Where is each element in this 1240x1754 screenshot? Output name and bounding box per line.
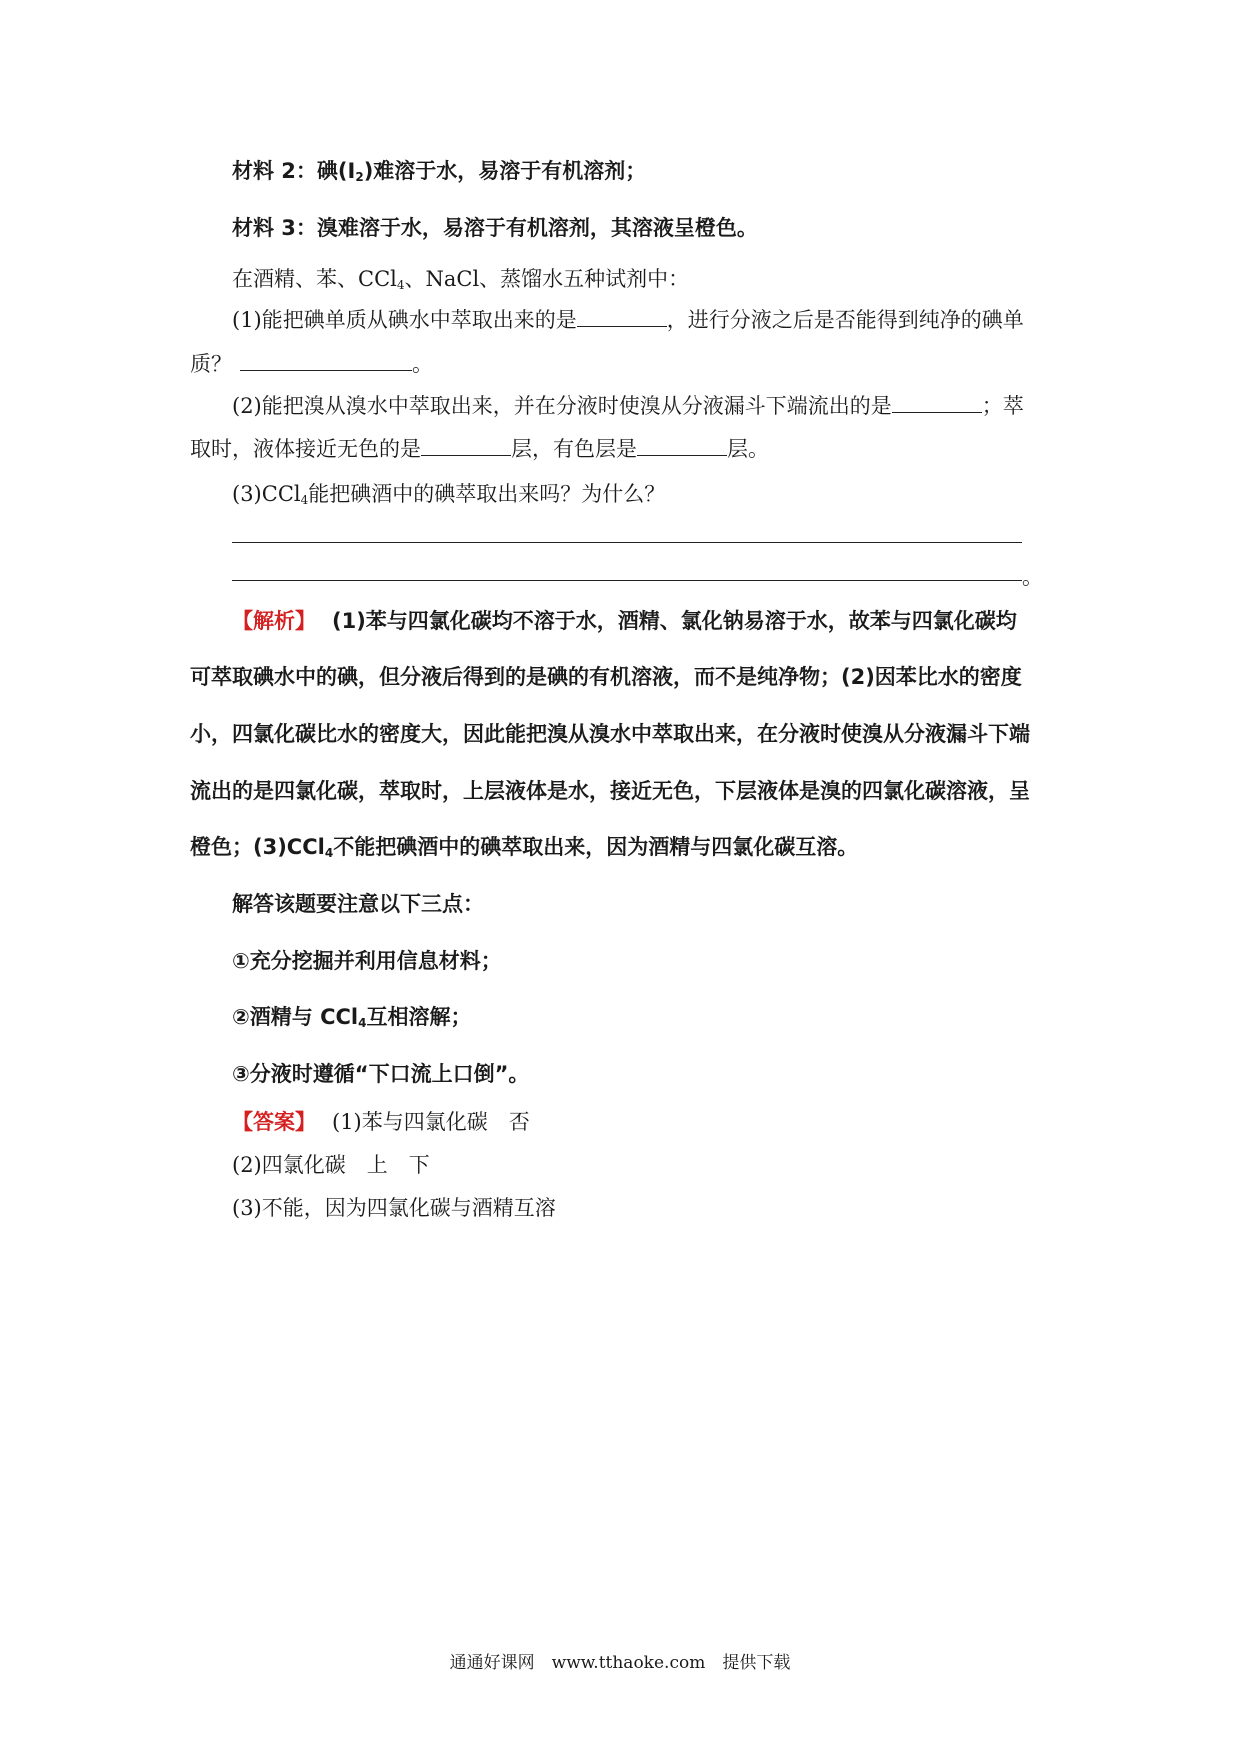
- intro-text-end: 、NaCl、蒸馏水五种试剂中：: [404, 267, 690, 291]
- answer-line-3: (3)不能，因为四氯化碳与酒精互溶: [232, 1196, 556, 1220]
- analysis-line-4: 流出的是四氯化碳，萃取时，上层液体是水，接近无色，下层液体是溴的四氯化碳溶液，呈: [190, 779, 1030, 803]
- analysis-line-1: [232, 607, 1017, 635]
- q2-text-2-end: 层。: [727, 437, 769, 461]
- answer-line-1: [232, 1108, 530, 1136]
- q3-end-mark: 。: [1022, 565, 1043, 589]
- answer-blank[interactable]: [892, 392, 982, 413]
- question-1-line-2: [190, 350, 433, 378]
- analysis-line-5: [190, 833, 858, 861]
- question-3: [232, 480, 665, 508]
- notes-heading: 解答该题要注意以下三点：: [232, 892, 484, 916]
- answer-tag: 【答案】: [232, 1110, 316, 1134]
- q3-text-end: 能把碘酒中的碘萃取出来吗？为什么？: [308, 482, 666, 506]
- q1-text-2: 质？: [190, 352, 232, 376]
- page-footer: 通通好课网 www.tthaoke.com 提供下载: [449, 1653, 791, 1673]
- subscript: 4: [358, 1016, 367, 1030]
- question-intro: [232, 265, 689, 293]
- analysis-tag: 【解析】: [232, 609, 316, 633]
- answer-blank[interactable]: [577, 306, 667, 327]
- answer-blank[interactable]: [240, 350, 412, 371]
- material-2-text-end: )难溶于水，易溶于有机溶剂；: [363, 159, 647, 183]
- q1-text-cont: ，进行分液之后是否能得到纯净的碘单: [666, 308, 1024, 332]
- question-1-line-1: [232, 306, 1024, 334]
- note-2-text-end: 互相溶解；: [366, 1005, 472, 1029]
- answer-blank[interactable]: [421, 435, 511, 456]
- q1-text-2-end: 。: [412, 352, 433, 376]
- answer-text-1: (1)苯与四氯化碳 否: [332, 1110, 530, 1134]
- answer-line[interactable]: [232, 580, 1022, 581]
- question-2-line-1: [232, 392, 1024, 420]
- analysis-text-5: 橙色；(3)CCl: [190, 835, 325, 859]
- note-3: ③分液时遵循“下口流上口倒”。: [232, 1062, 530, 1086]
- material-3: 材料 3：溴难溶于水，易溶于有机溶剂，其溶液呈橙色。: [232, 216, 758, 240]
- material-2: [232, 157, 646, 185]
- subscript: 4: [300, 493, 309, 507]
- answer-line-2: (2)四氯化碳 上 下: [232, 1153, 430, 1177]
- subscript: 4: [396, 278, 405, 292]
- analysis-line-3: 小，四氯化碳比水的密度大，因此能把溴从溴水中萃取出来，在分液时使溴从分液漏斗下端: [190, 722, 1030, 746]
- question-2-line-2: [190, 435, 769, 463]
- answer-line[interactable]: [232, 542, 1022, 543]
- intro-text: 在酒精、苯、CCl: [232, 267, 397, 291]
- q1-text: (1)能把碘单质从碘水中萃取出来的是: [232, 308, 577, 332]
- note-1: ①充分挖掘并利用信息材料；: [232, 949, 502, 973]
- q2-text-2: 取时，液体接近无色的是: [190, 437, 421, 461]
- material-2-text: 材料 2：碘(I: [232, 159, 356, 183]
- subscript: 4: [324, 846, 334, 860]
- q3-text: (3)CCl: [232, 482, 301, 506]
- subscript: 2: [355, 170, 364, 184]
- q2-text-2-cont: 层，有色层是: [511, 437, 637, 461]
- note-2-text: ②酒精与 CCl: [232, 1005, 359, 1029]
- note-2: [232, 1003, 471, 1031]
- q2-text: (2)能把溴从溴水中萃取出来，并在分液时使溴从分液漏斗下端流出的是: [232, 394, 892, 418]
- analysis-text: (1)苯与四氯化碳均不溶于水，酒精、氯化钠易溶于水，故苯与四氯化碳均: [332, 609, 1017, 633]
- q2-text-cont: ；萃: [981, 394, 1024, 418]
- answer-blank[interactable]: [637, 435, 727, 456]
- analysis-line-2: 可萃取碘水中的碘，但分液后得到的是碘的有机溶液，而不是纯净物；(2)因苯比水的密度: [190, 665, 1022, 689]
- analysis-text-5-end: 不能把碘酒中的碘萃取出来，因为酒精与四氯化碳互溶。: [333, 835, 859, 859]
